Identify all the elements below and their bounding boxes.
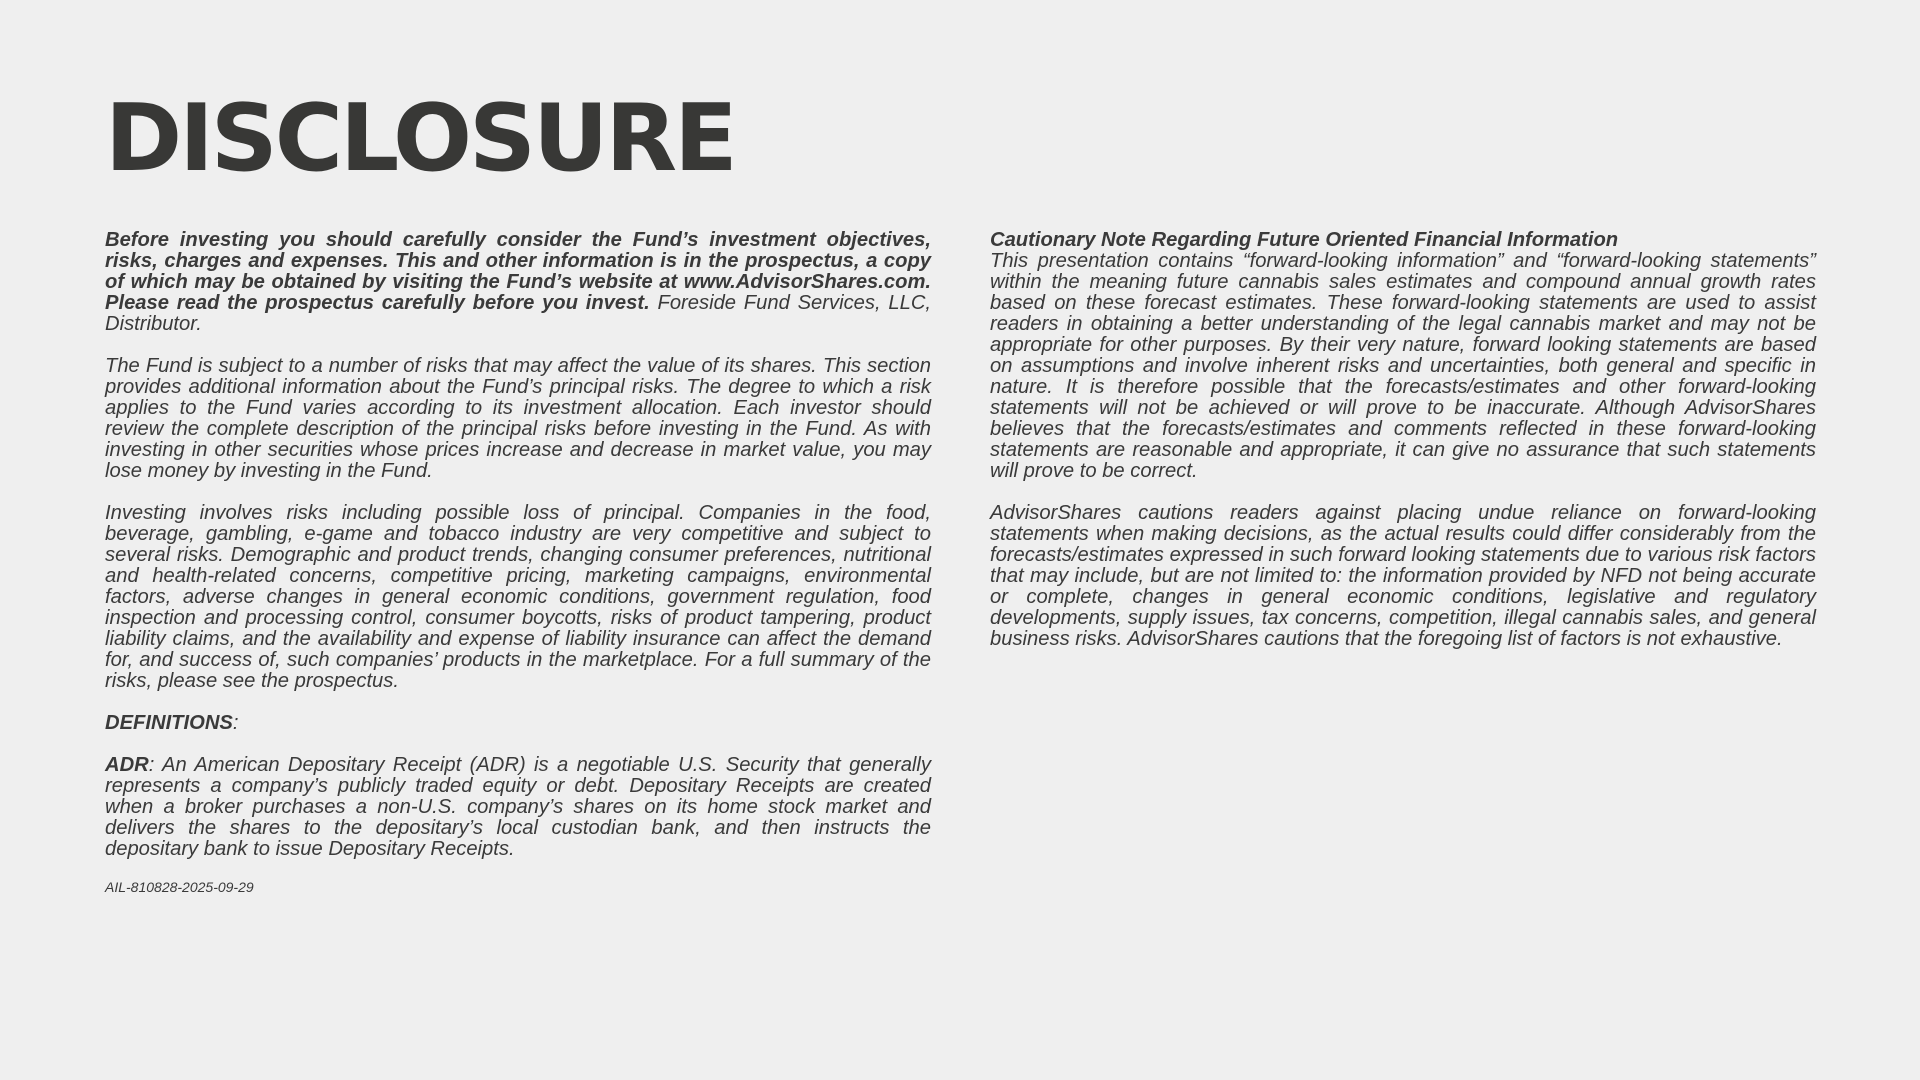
definitions-heading [105,713,931,734]
adr-term: ADR [105,754,149,776]
document-code: AIL-810828-2025-09-29 [105,879,254,895]
intro-paragraph [105,230,931,335]
adr-text: : An American Depositary Receipt (ADR) is a negotiable U.S. Security that generally represents a company’s publicly traded equity or debt. Depositary Receipts are created when a broker purchases a non-U.S. company’s shares on its home stock market and delivers the shares to the depositary’s local custodian bank, and then instructs the depositary bank to issue Depositary Receipts. [105,754,931,860]
investing-paragraph: Investing involves risks including possible loss of principal. Companies in the food, beverage, gambling, e-game and tobacco industry are very competitive and subject to several risks. Demographic and product trends, changing consumer preferences, nutritional and health-related concerns, competitive pricing, marketing campaigns, environmental factors, adverse changes in general economic conditions, government regulation, food inspection and processing control, consumer boycotts, risks of product tampering, product liability claims, and the availability and expense of liability insurance can affect the demand for, and success of, such companies’ products in the marketplace. For a full summary of the risks, please see the prospectus. [105,502,931,692]
page-title: DISCLOSURE [105,84,735,192]
forward-looking-paragraph: This presentation contains “forward-looking information” and “forward-looking statements” within the meaning future cannabis sales estimates and compound annual growth rates based on these forecast estimates. These forward-looking statements are used to assist readers in obtaining a better understanding of the legal cannabis market and may not be appropriate for other purposes. By their very nature, forward looking statements are based on assumptions and involve inherent risks and uncertainties, both general and specific in nature. It is therefore possible that the forecasts/estimates and other forward-looking statements will not be achieved or will prove to be inaccurate. Although AdvisorShares believes that the forecasts/estimates and comments reflected in these forward-looking statements are reasonable and appropriate, it can give no assurance that such statements will prove to be correct. [990,250,1816,482]
definitions-heading-label: DEFINITIONS [105,712,233,734]
cautionary-heading: Cautionary Note Regarding Future Oriented Financial Information [990,229,1619,251]
left-column [105,230,931,916]
definitions-heading-colon: : [232,712,239,734]
risks-paragraph: The Fund is subject to a number of risks that may affect the value of its shares. This section provides additional information about the Fund’s principal risks. The degree to which a risk applies to the Fund varies according to its investment allocation. Each investor should review the complete description of the principal risks before investing in the Fund. As with investing in other securities whose prices increase and decrease in market value, you may lose money by investing in the Fund. [105,355,931,482]
intro-bold-text: Before investing you should carefully consider the Fund’s investment objectives, risks, charges and expenses. This and other information is in the prospectus, a copy of which may be obtained by visiting the Fund’s website at www.AdvisorShares.com. Please read the prospectus carefully before you invest. [105,229,931,314]
cautions-paragraph: AdvisorShares cautions readers against placing undue reliance on forward-looking statements when making decisions, as the actual results could differ considerably from the forecasts/estimates expressed in such forward looking statements due to various risk factors that may include, but are not limited to: the information provided by NFD not being accurate or complete, changes in general economic conditions, legislative and regulatory developments, supply issues, tax concerns, competition, illegal cannabis sales, and general business risks. AdvisorShares cautions that the foregoing list of factors is not exhaustive. [990,502,1816,650]
right-column [990,230,1816,671]
adr-definition [105,755,931,860]
distributor-text: Foreside Fund Services, LLC, Distributor. [105,292,932,335]
